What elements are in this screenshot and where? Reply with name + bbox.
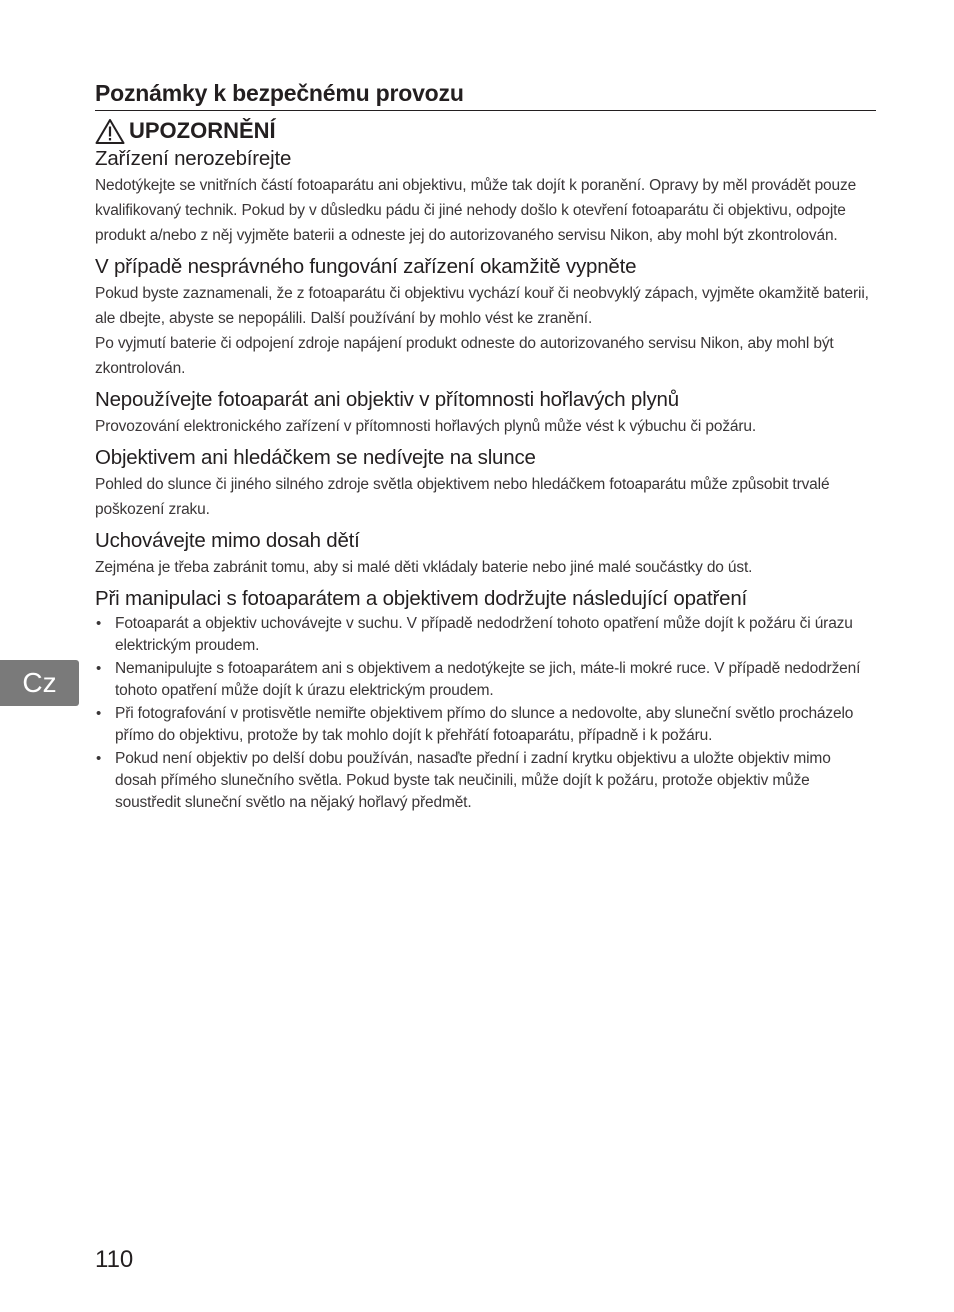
list-item: • Nemanipulujte s fotoaparátem ani s objektivem a nedotýkejte se jich, máte-li mokré ruce. V případě nedodržení tohoto opatření může dojít k úrazu elektrickým proudem. [96, 660, 861, 699]
section-heading: Při manipulaci s fotoaparátem a objektivem dodržujte následující opatření [95, 587, 748, 610]
warning-label: UPOZORNĚNÍ [129, 118, 276, 143]
section-heading: Zařízení nerozebírejte [95, 147, 292, 170]
bullet-icon: • [96, 705, 102, 722]
bullet-icon: • [96, 615, 102, 632]
section-do-not-disassemble [95, 147, 875, 248]
section-handling-precautions [95, 587, 875, 814]
list-item: • Při fotografování v protisvětle nemiřte objektivem přímo do slunce a nedovolte, aby sluneční světlo procházelo přímo do objektivu, protože by tak mohlo dojít k přehřátí fotoaparátu, případně i k požáru. [96, 705, 854, 744]
page-title: Poznámky k bezpečnému provozu [95, 80, 464, 106]
section-heading: Objektivem ani hledáčkem se nedívejte na slunce [95, 446, 536, 469]
section-heading: Uchovávejte mimo dosah dětí [95, 529, 360, 552]
warning-triangle-icon [95, 118, 125, 145]
page-number: 110 [95, 1246, 134, 1273]
section-text: Nedotýkejte se vnitřních částí fotoaparátu ani objektivu, může tak dojít k poranění. Opravy by měl provádět pouze kvalifikovaný technik. Pokud by v důsledku pádu či jiné nehody došlo k otevření fotoaparátu či objektivu, odpojte produkt a/nebo z něj vyjměte baterii a odneste jej do autorizovaného servisu Nikon, aby mohl být zkontrolován. [95, 177, 857, 244]
section-text: Po vyjmutí baterie či odpojení zdroje napájení produkt odneste do autorizovaného servisu Nikon, aby mohl být zkontrolován. [95, 335, 834, 377]
warning-header [95, 116, 276, 146]
section-heading: Nepoužívejte fotoaparát ani objektiv v přítomnosti hořlavých plynů [95, 388, 679, 411]
section-do-not-look-at-sun [95, 446, 875, 522]
safety-notes [95, 147, 875, 821]
section-heading: V případě nesprávného fungování zařízení okamžitě vypněte [95, 255, 637, 278]
section-keep-from-children [95, 529, 875, 580]
precautions-list [95, 613, 875, 814]
bullet-icon: • [96, 750, 102, 767]
language-tab: Cz [0, 660, 79, 706]
section-text: Pohled do slunce či jiného silného zdroje světla objektivem nebo hledáčkem fotoaparátu může způsobit trvalé poškození zraku. [95, 476, 830, 518]
section-text: Provozování elektronického zařízení v přítomnosti hořlavých plynů může vést k výbuchu či požáru. [95, 418, 757, 435]
title-divider [95, 110, 876, 111]
bullet-icon: • [96, 660, 102, 677]
section-text: Pokud byste zaznamenali, že z fotoaparátu či objektivu vychází kouř či neobvyklý zápach, vyjměte okamžitě baterii, ale dbejte, abyste se nepopálili. Další používání by mohlo vést ke zranění. [95, 285, 869, 327]
section-flammable-gas [95, 388, 875, 439]
list-item: • Fotoaparát a objektiv uchovávejte v suchu. V případě nedodržení tohoto opatření může dojít k požáru či úrazu elektrickým proudem. [96, 615, 853, 654]
section-text: Zejména je třeba zabránit tomu, aby si malé děti vkládaly baterie nebo jiné malé součástky do úst. [95, 559, 753, 576]
section-turn-off-on-malfunction [95, 255, 875, 381]
list-item: • Pokud není objektiv po delší dobu používán, nasaďte přední i zadní krytku objektivu a uložte objektiv mimo dosah přímého slunečního světla. Pokud byste tak neučinili, může dojít k požáru, protože objektiv může soustředit sluneční světlo na nějaký hořlavý předmět. [96, 750, 831, 811]
